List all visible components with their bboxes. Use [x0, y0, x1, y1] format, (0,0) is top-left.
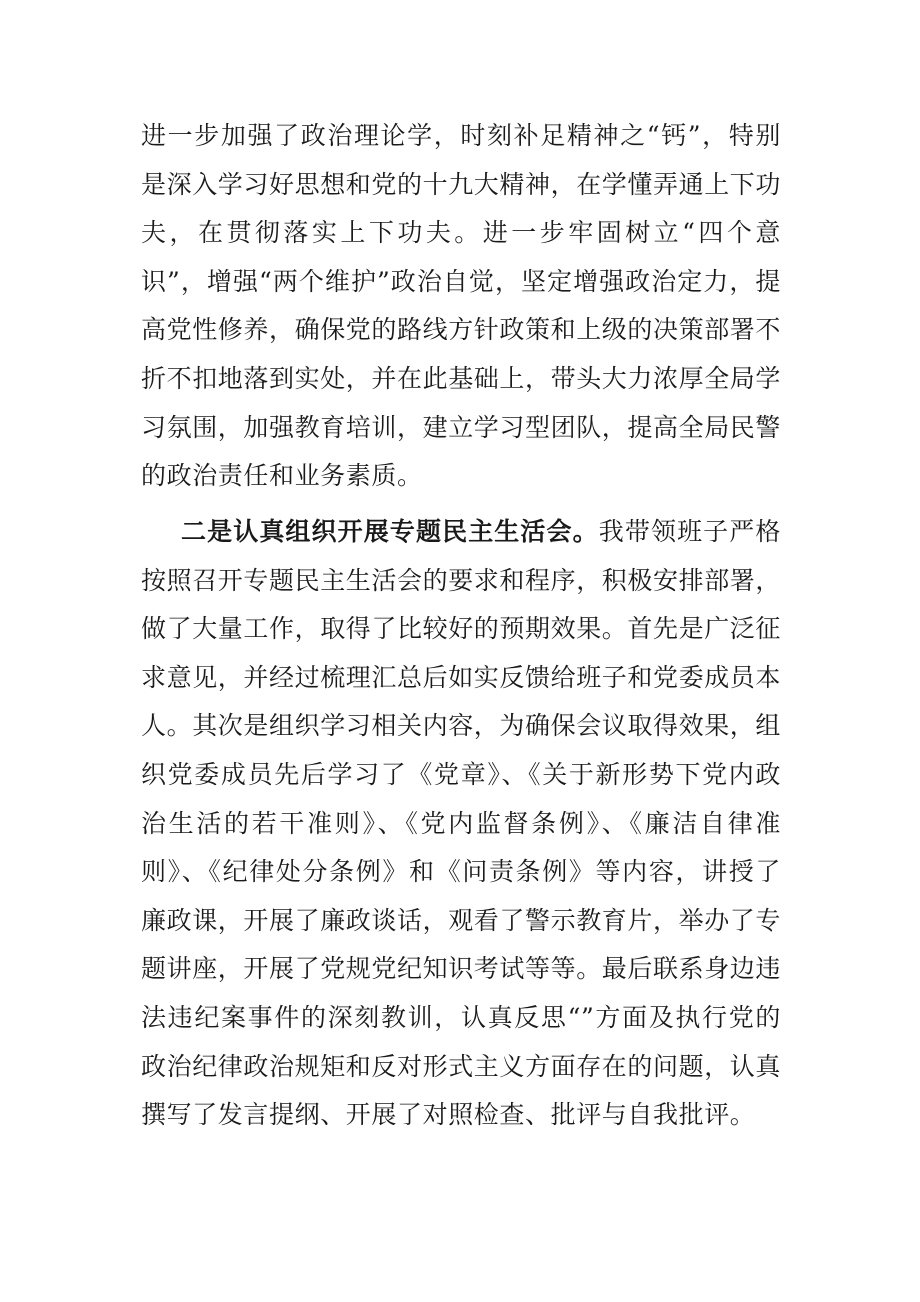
paragraph-democratic-life-meeting	[141, 508, 781, 1140]
paragraph-body: 我带领班子严格按照召开专题民主生活会的要求和程序，积极安排部署，做了大量工作，取得了比较好的预期效果。首先是广泛征求意见，并经过梳理汇总后如实反馈给班子和党委成员本人。其次是组织学习相关内容，为确保会议取得效果，组织党委成员先后学习了《党章》、《关于新形势下党内政治生活的若干准则》、《党内监督条例》、《廉洁自律准则》、《纪律处分条例》和《问责条例》等内容，讲授了廉政课，开展了廉政谈话，观看了警示教育片，举办了专题讲座，开展了党规党纪知识考试等等。最后联系身边违法违纪案事件的深刻教训，认真反思“”方面及执行党的政治纪律政治规矩和反对形式主义方面存在的问题，认真撰写了发言提纲、开展了对照检查、批评与自我批评。	[141, 517, 782, 1130]
paragraph-political-study: 进一步加强了政治理论学，时刻补足精神之“钙”，特别是深入学习好思想和党的十九大精神，在学懂弄通上下功夫，在贯彻落实上下功夫。进一步牢固树立“四个意识”，增强“两个维护”政治自觉，坚定增强政治定力，提高党性修养，确保党的路线方针政策和上级的决策部署不折不扣地落到实处，并在此基础上，带头大力浓厚全局学习氛围，加强教育培训，建立学习型团队，提高全局民警的政治责任和业务素质。	[141, 121, 782, 491]
paragraph-heading: 二是认真组织开展专题民主生活会。	[181, 517, 599, 546]
